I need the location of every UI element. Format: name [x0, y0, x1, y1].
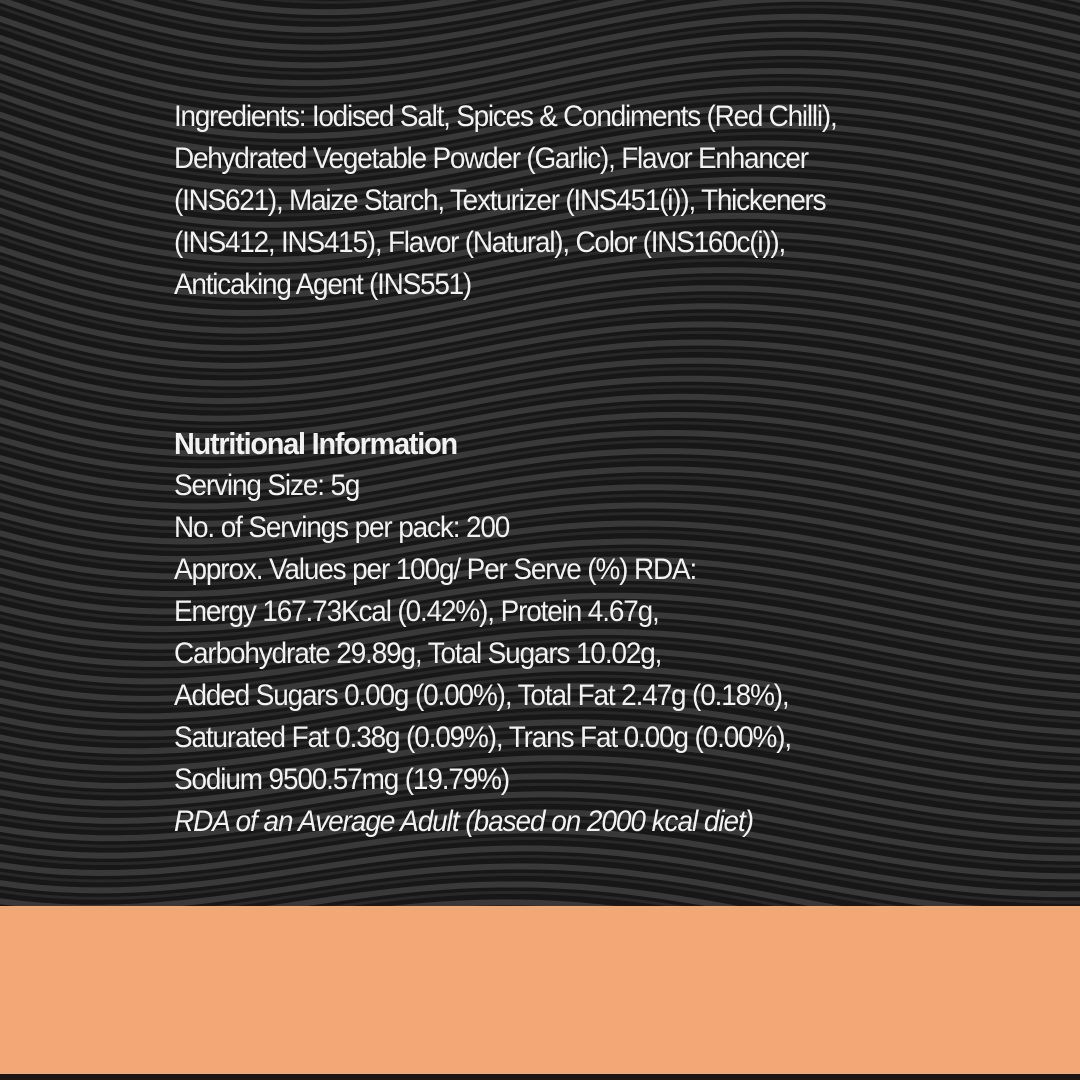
ingredients-text: Ingredients: Iodised Salt, Spices & Condiments (Red Chilli), Dehydrated Vegetable Powder (Garlic), Flavor Enhancer (INS621), Maize Starch, Texturizer (INS451(i)), Thickeners (INS412, INS415), Flavor (Natural), Color (INS160c(i)), Anticaking Agent (INS551) — [174, 100, 837, 301]
servings-per-pack-text: No. of Servings per pack: 200 — [174, 511, 510, 544]
energy-protein-text: Energy 167.73Kcal (0.42%), Protein 4.67g, — [174, 595, 659, 628]
bottom-edge-strip — [0, 1074, 1080, 1080]
approx-values-text: Approx. Values per 100g/ Per Serve (%) RDA: — [174, 553, 697, 586]
carbohydrate-sugars-text: Carbohydrate 29.89g, Total Sugars 10.02g, — [174, 637, 662, 670]
rda-note-text: RDA of an Average Adult (based on 2000 kcal diet) — [174, 805, 754, 838]
peach-bottom-band — [0, 906, 1080, 1080]
nutritional-information-title: Nutritional Information — [174, 426, 457, 461]
label-text-content — [174, 96, 894, 838]
added-sugars-total-fat-text: Added Sugars 0.00g (0.00%), Total Fat 2.47g (0.18%), — [174, 679, 789, 712]
nutritional-information-section — [174, 423, 862, 843]
serving-size-text: Serving Size: 5g — [174, 469, 360, 502]
sodium-text: Sodium 9500.57mg (19.79%) — [174, 763, 510, 796]
saturated-trans-fat-text: Saturated Fat 0.38g (0.09%), Trans Fat 0.00g (0.00%), — [174, 721, 792, 754]
